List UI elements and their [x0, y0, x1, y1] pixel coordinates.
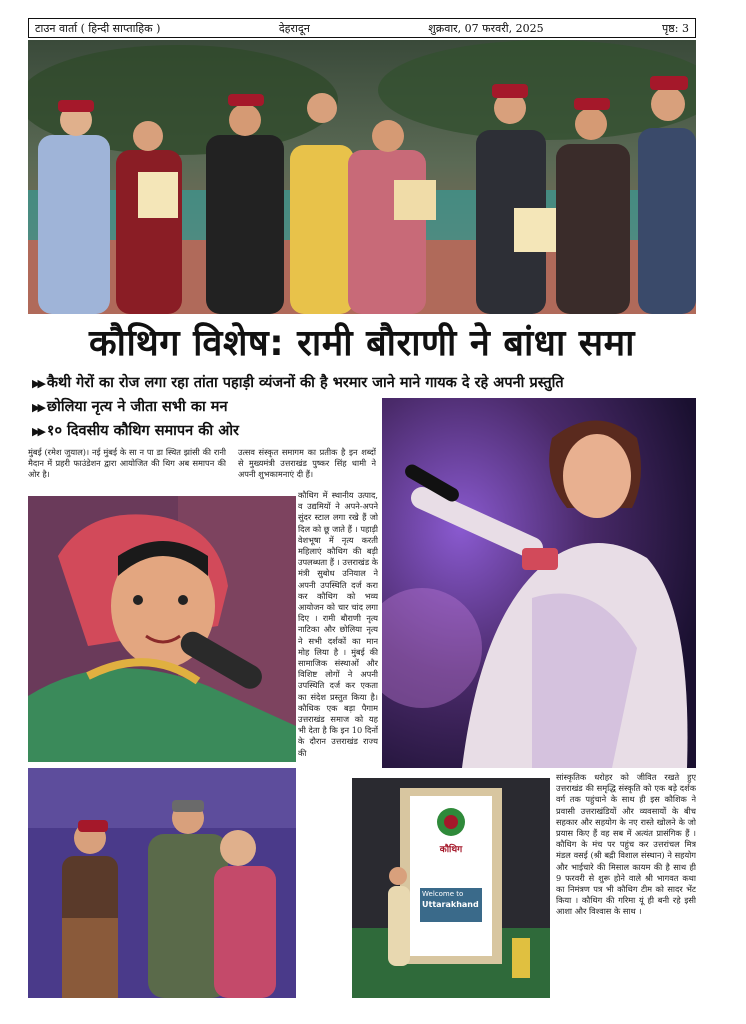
standee-main: Uttarakhand: [422, 900, 479, 909]
article-column-right: सांस्कृतिक धरोहर को जीवित रखते हुए उत्तराखंड की समृद्धि संस्कृति को एक बड़े दर्शक वर्ग तक पहुंचाने के साथ ही इस कौशिक ने प्रवासी उत्तराखंडियों और व्यवसायों के बीच सहकार और सहयोग के नए रास्ते खोलने के जो प्रयास किए हैं वह सब में अत्यंत प्रासंगिक हैं । कौथिग के मंच पर पहुंच कर उत्तरांचल मित्र मंडल वसई (श्री बद्री विशाल संस्थान) ने सहयोग और भाईचारे की मिसाल कायम की है साथ ही 9 फरवरी से शुरू होने वाले श्री भागवत कथा का निमंत्रण पत्र भी कौथिग टीम को सादर भेंट किया । कौथिग की गरिमा यूं ही बनी रहे इसी आशा और विश्वास के साथ ।: [556, 772, 696, 917]
issue-date: शुक्रवार, 07 फरवरी, 2025: [428, 21, 544, 35]
page-number: पृष्ठ: 3: [662, 21, 689, 35]
performer-photo: [382, 398, 696, 768]
article-column-narrow: कौथिग में स्थानीय उत्पाद, व उद्यमियों ने अपने-अपने सुंदर स्टाल लगा रखे हैं जो दिल को छू जाते हैं । पहाड़ी वेशभूषा में नृत्य करती महिलाएं कौथिग की बड़ी उपलब्धता हैं । उत्तराखंड के मंत्री सुबोध उनियाल ने अपनी उपस्थिति दर्ज करा कर कौथिग को भव्य आयोजन को चार चांद लगा दिए । रामी बौराणी नृत्य नाटिका और छोलिया नृत्य ने सभी दर्शकों का मान मोह लिया है । मुंबई की सामाजिक संस्थाओं और विशिष्ट लोगों ने अपनी उपस्थिति दर्ज कर एकता का संदेश प्रस्तुत किया है। कौथिक एक बड़ा पैगाम उत्तराखंड समाज को यह भी देता है कि इन 10 दिनों के दौरान उत्तराखंड राज्य की: [298, 490, 378, 758]
paper-name: टाउन वार्ता ( हिन्दी साप्ताहिक ): [35, 21, 161, 35]
group-photo: [28, 40, 696, 314]
masthead: [28, 18, 696, 38]
subhead-3: ▶▶ १० दिवसीय कौथिग समापन की ओर: [32, 423, 239, 439]
double-arrow-icon: ▶▶: [32, 377, 43, 390]
subhead-2: ▶▶ छोलिया नृत्य ने जीता सभी का मन: [32, 399, 228, 415]
subhead-1: ▶▶ कैथी गेरों का रोज लगा रहा तांता पहाड़ी व्यंजनों की है भरमार जाने माने गायक दे रहे अपनी प्रस्तुति: [32, 375, 564, 391]
dance-photo: [28, 768, 296, 998]
standee-photo: [352, 778, 550, 998]
standee-line: Welcome to: [422, 890, 464, 898]
headline: कौथिग विशेष: रामी बौराणी ने बांधा समा: [89, 323, 635, 364]
article-byline: मुंबई (रमेश जुयाल)। नई मुंबई के सा न पा डा स्थित झांसी की रानी मैदान में प्रहरी फाउंडेशन द्वारा आयोजित की थिग अब समापन की ओर है।: [28, 447, 226, 480]
double-arrow-icon: ▶▶: [32, 401, 43, 414]
double-arrow-icon: ▶▶: [32, 425, 43, 438]
city: देहरादून: [278, 21, 310, 35]
standee-badge: कौथिग: [439, 845, 463, 855]
singer-photo: [28, 496, 296, 762]
article-column-top: उत्सव संस्कृत समागम का प्रतीक है इन शब्दों से मुख्यमंत्री उत्तराखंड पुष्कर सिंह धामी ने अपनी शुभकामनाएं दी हैं।: [238, 447, 376, 480]
